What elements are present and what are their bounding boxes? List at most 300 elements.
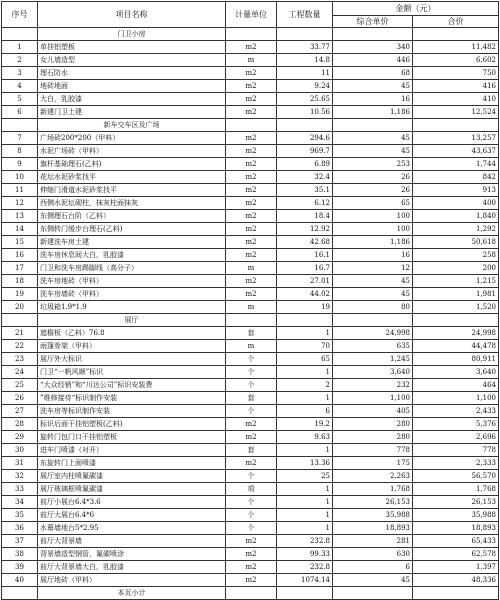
- row-unit: m2: [226, 535, 277, 548]
- row-unit-price: 281: [333, 535, 413, 548]
- row-unit-price: 405: [333, 405, 413, 418]
- row-no: 15: [2, 236, 38, 249]
- row-unit: m2: [226, 41, 277, 54]
- row-unit: m2: [226, 158, 277, 171]
- row-no: 9: [2, 158, 38, 171]
- row-name: 东旋转门上面喷漆: [38, 457, 226, 470]
- row-name: 展厅外大标识: [38, 353, 226, 366]
- row-qty: 2: [277, 379, 333, 392]
- table-row: [2, 54, 499, 67]
- row-qty: 65: [277, 353, 333, 366]
- row-total: 2,333: [413, 457, 499, 470]
- row-qty: 232.8: [277, 561, 333, 574]
- row-name: 旋转门包门口干挂铝塑板: [38, 431, 226, 444]
- table-row: [2, 210, 499, 223]
- table-row: [2, 561, 499, 574]
- row-no: 16: [2, 249, 38, 262]
- row-qty: 13.36: [277, 457, 333, 470]
- table-row: [2, 457, 499, 470]
- table-row: [2, 249, 499, 262]
- row-qty: 1: [277, 366, 333, 379]
- row-total: 400: [413, 197, 499, 210]
- row-unit-price: 2,263: [333, 470, 413, 483]
- row-name: 展厅室内柱喷氟碳漆: [38, 470, 226, 483]
- row-unit-price: 26: [333, 171, 413, 184]
- table-row: [2, 392, 499, 405]
- row-qty: 9.24: [277, 80, 333, 93]
- row-unit: m2: [226, 249, 277, 262]
- row-total: 750: [413, 67, 499, 80]
- row-no: 5: [2, 93, 38, 106]
- row-name: 水幕墙地台5*2.95: [38, 522, 226, 535]
- row-unit: 个: [226, 353, 277, 366]
- row-name: 旗杆基础理石(乙料): [38, 158, 226, 171]
- row-total: 62,578: [413, 548, 499, 561]
- section-empty-cell: [333, 314, 413, 327]
- row-unit: 套: [226, 327, 277, 340]
- row-no: 26: [2, 392, 38, 405]
- table-row: [2, 522, 499, 535]
- row-unit: m2: [226, 197, 277, 210]
- row-total: 200: [413, 262, 499, 275]
- row-name: 东侧转门缓步台理石(乙料): [38, 223, 226, 236]
- row-name: 洗车房休息间大白，乳胶漆: [38, 249, 226, 262]
- row-unit: m2: [226, 548, 277, 561]
- row-qty: 6.89: [277, 158, 333, 171]
- row-total: 43,637: [413, 145, 499, 158]
- row-unit-price: 45: [333, 288, 413, 301]
- table-row: [2, 418, 499, 431]
- section-no-cell: [2, 28, 38, 41]
- row-name: 理石防水: [38, 67, 226, 80]
- row-name: 前厅大背景墙大白，乳胶漆: [38, 561, 226, 574]
- section-empty-cell: [333, 28, 413, 41]
- table-row: [2, 444, 499, 457]
- row-unit-price: 16: [333, 249, 413, 262]
- row-total: 80,911: [413, 353, 499, 366]
- row-name: 前厅大展台6.4*6: [38, 509, 226, 522]
- section-row: [2, 119, 499, 132]
- row-unit: m: [226, 301, 277, 314]
- table-row: [2, 288, 499, 301]
- row-no: 31: [2, 457, 38, 470]
- row-no: 30: [2, 444, 38, 457]
- row-unit-price: 253: [333, 158, 413, 171]
- table-body: [2, 28, 499, 587]
- row-name: 门卫和洗车房踢脚线（高分子）: [38, 262, 226, 275]
- row-unit-price: 24,998: [333, 327, 413, 340]
- row-unit-price: 45: [333, 145, 413, 158]
- row-unit-price: 68: [333, 67, 413, 80]
- table-row: [2, 353, 499, 366]
- row-total: 1,768: [413, 483, 499, 496]
- row-no: 11: [2, 184, 38, 197]
- row-unit-price: 80: [333, 301, 413, 314]
- row-name: 雨篷骨架（甲料）: [38, 340, 226, 353]
- row-qty: 44.02: [277, 288, 333, 301]
- table-row: [2, 41, 499, 54]
- row-total: 913: [413, 184, 499, 197]
- row-qty: 10.56: [277, 106, 333, 119]
- row-unit: m2: [226, 418, 277, 431]
- section-empty-cell: [226, 314, 277, 327]
- row-unit: m: [226, 262, 277, 275]
- row-name: 展厅地砖（甲料）: [38, 574, 226, 587]
- table-row: [2, 236, 499, 249]
- row-name: 洗车房墙砖（甲料）: [38, 288, 226, 301]
- row-name: 前厅小展台6.4*3.6: [38, 496, 226, 509]
- row-name: ”维修接待“标识制作安装: [38, 392, 226, 405]
- row-qty: 33.77: [277, 41, 333, 54]
- table-row: [2, 470, 499, 483]
- row-qty: 18.4: [277, 210, 333, 223]
- section-title: 展厅: [38, 314, 226, 327]
- row-name: 新建门卫土建: [38, 106, 226, 119]
- row-unit-price: 12: [333, 262, 413, 275]
- row-total: 1,840: [413, 210, 499, 223]
- row-qty: 6: [277, 405, 333, 418]
- row-no: 22: [2, 340, 38, 353]
- quotation-table: [1, 1, 499, 600]
- row-qty: 35.1: [277, 184, 333, 197]
- row-unit: m2: [226, 106, 277, 119]
- row-name: 洗车房地砖（甲料）: [38, 275, 226, 288]
- row-no: 14: [2, 223, 38, 236]
- row-total: 416: [413, 80, 499, 93]
- row-unit: m2: [226, 288, 277, 301]
- table-row: [2, 145, 499, 158]
- row-no: 27: [2, 405, 38, 418]
- table-row: [2, 80, 499, 93]
- row-unit: m2: [226, 80, 277, 93]
- table-row: [2, 366, 499, 379]
- row-unit-price: 778: [333, 444, 413, 457]
- row-no: 40: [2, 574, 38, 587]
- section-empty-cell: [413, 28, 499, 41]
- table-row: [2, 379, 499, 392]
- row-total: 1,215: [413, 275, 499, 288]
- row-qty: 70: [277, 340, 333, 353]
- table-row: [2, 197, 499, 210]
- row-unit-price: 232: [333, 379, 413, 392]
- subtotal-row: [2, 587, 499, 600]
- row-name: 展厅玻璃框喷氟碳漆: [38, 483, 226, 496]
- row-unit: m2: [226, 93, 277, 106]
- table-row: [2, 405, 499, 418]
- row-unit: m2: [226, 67, 277, 80]
- row-total: 464: [413, 379, 499, 392]
- row-no: 23: [2, 353, 38, 366]
- row-no: 12: [2, 197, 38, 210]
- row-no: 19: [2, 288, 38, 301]
- row-unit: m2: [226, 431, 277, 444]
- row-qty: 9.63: [277, 431, 333, 444]
- row-unit-price: 45: [333, 574, 413, 587]
- table-row: [2, 327, 499, 340]
- row-unit: 个: [226, 522, 277, 535]
- row-unit-price: 280: [333, 418, 413, 431]
- row-unit-price: 26: [333, 184, 413, 197]
- table-row: [2, 548, 499, 561]
- row-qty: 1: [277, 327, 333, 340]
- row-name: 伸缩门滑道水泥砂浆找平: [38, 184, 226, 197]
- table-row: [2, 340, 499, 353]
- header-qty: 工程数量: [277, 2, 333, 28]
- row-unit: 项: [226, 483, 277, 496]
- table-row: [2, 132, 499, 145]
- row-total: 24,998: [413, 327, 499, 340]
- section-no-cell: [2, 119, 38, 132]
- row-name: 广场砖200*200（甲料）: [38, 132, 226, 145]
- row-no: 20: [2, 301, 38, 314]
- section-empty-cell: [413, 119, 499, 132]
- row-total: 842: [413, 171, 499, 184]
- row-unit: m2: [226, 574, 277, 587]
- row-unit-price: 100: [333, 210, 413, 223]
- table-row: [2, 223, 499, 236]
- row-total: 1,100: [413, 392, 499, 405]
- row-unit: m2: [226, 171, 277, 184]
- row-qty: 99.33: [277, 548, 333, 561]
- table-row: [2, 496, 499, 509]
- row-no: 4: [2, 80, 38, 93]
- row-no: 6: [2, 106, 38, 119]
- row-unit-price: 1,768: [333, 483, 413, 496]
- row-total: 3,640: [413, 366, 499, 379]
- row-unit: m2: [226, 275, 277, 288]
- row-no: 1: [2, 41, 38, 54]
- row-unit: 个: [226, 470, 277, 483]
- row-total: 48,336: [413, 574, 499, 587]
- row-unit-price: 280: [333, 431, 413, 444]
- row-total: 18,893: [413, 522, 499, 535]
- row-qty: 1: [277, 522, 333, 535]
- row-unit: m2: [226, 223, 277, 236]
- row-unit: 个: [226, 379, 277, 392]
- table-row: [2, 301, 499, 314]
- row-no: 33: [2, 483, 38, 496]
- row-name: 门卫“一帆风顺”标识: [38, 366, 226, 379]
- row-total: 258: [413, 249, 499, 262]
- row-name: 水泥广场砖（甲料）: [38, 145, 226, 158]
- row-no: 10: [2, 171, 38, 184]
- row-no: 17: [2, 262, 38, 275]
- row-no: 38: [2, 548, 38, 561]
- section-empty-cell: [277, 314, 333, 327]
- row-unit: 套: [226, 392, 277, 405]
- header-unit: 计量单位: [226, 2, 277, 28]
- row-qty: 25: [277, 470, 333, 483]
- row-unit-price: 340: [333, 41, 413, 54]
- row-total: 50,618: [413, 236, 499, 249]
- section-empty-cell: [226, 119, 277, 132]
- row-unit: m2: [226, 457, 277, 470]
- row-total: 6,602: [413, 54, 499, 67]
- row-qty: 25.65: [277, 93, 333, 106]
- row-no: 3: [2, 67, 38, 80]
- row-unit: m: [226, 340, 277, 353]
- row-qty: 1: [277, 392, 333, 405]
- row-name: 大白，乳胶漆: [38, 93, 226, 106]
- row-no: 28: [2, 418, 38, 431]
- table-row: [2, 171, 499, 184]
- row-unit: m2: [226, 184, 277, 197]
- row-total: 1,744: [413, 158, 499, 171]
- row-no: 36: [2, 522, 38, 535]
- row-no: 25: [2, 379, 38, 392]
- table-header: [2, 2, 499, 28]
- section-row: [2, 314, 499, 327]
- header-total: 合价: [413, 16, 499, 28]
- subtotal-label: 本页小计: [38, 587, 226, 600]
- row-unit-price: 18,893: [333, 522, 413, 535]
- row-qty: 1: [277, 444, 333, 457]
- row-no: 34: [2, 496, 38, 509]
- header-no: 序号: [2, 2, 38, 28]
- row-unit: m: [226, 54, 277, 67]
- row-no: 35: [2, 509, 38, 522]
- section-row: [2, 28, 499, 41]
- row-unit-price: 45: [333, 132, 413, 145]
- row-no: 8: [2, 145, 38, 158]
- section-empty-cell: [413, 314, 499, 327]
- row-qty: 1: [277, 509, 333, 522]
- row-unit-price: 635: [333, 340, 413, 353]
- row-total: 1,520: [413, 301, 499, 314]
- row-qty: 19: [277, 301, 333, 314]
- row-total: 56,570: [413, 470, 499, 483]
- row-unit-price: 35,988: [333, 509, 413, 522]
- row-name: 标识后面干挂铝塑板(乙料): [38, 418, 226, 431]
- row-unit: 个: [226, 496, 277, 509]
- row-total: 2,433: [413, 405, 499, 418]
- row-name: 遮檐板（乙料）76.8: [38, 327, 226, 340]
- header-name: 项目名称: [38, 2, 226, 28]
- row-no: 18: [2, 275, 38, 288]
- row-qty: 32.4: [277, 171, 333, 184]
- row-name: 进车门喷漆（对开）: [38, 444, 226, 457]
- row-qty: 1074.14: [277, 574, 333, 587]
- row-no: 2: [2, 54, 38, 67]
- row-qty: 16.1: [277, 249, 333, 262]
- row-total: 13,257: [413, 132, 499, 145]
- row-name: 东侧理石台阶（乙料）: [38, 210, 226, 223]
- table-row: [2, 106, 499, 119]
- row-unit-price: 630: [333, 548, 413, 561]
- table-row: [2, 67, 499, 80]
- row-no: 39: [2, 561, 38, 574]
- row-unit-price: 65: [333, 197, 413, 210]
- row-qty: 1: [277, 483, 333, 496]
- row-unit: m2: [226, 236, 277, 249]
- section-empty-cell: [226, 28, 277, 41]
- row-total: 778: [413, 444, 499, 457]
- row-total: 1,981: [413, 288, 499, 301]
- row-unit-price: 45: [333, 80, 413, 93]
- row-total: 35,988: [413, 509, 499, 522]
- table-row: [2, 262, 499, 275]
- row-qty: 27.01: [277, 275, 333, 288]
- row-qty: 42.68: [277, 236, 333, 249]
- row-unit: 个: [226, 509, 277, 522]
- row-unit-price: 175: [333, 457, 413, 470]
- row-name: 前厅大背景墙: [38, 535, 226, 548]
- row-qty: 19.2: [277, 418, 333, 431]
- table-row: [2, 275, 499, 288]
- row-unit: 套: [226, 444, 277, 457]
- row-no: 32: [2, 470, 38, 483]
- row-unit-price: 3,640: [333, 366, 413, 379]
- row-unit: m2: [226, 145, 277, 158]
- row-unit: 个: [226, 405, 277, 418]
- row-no: 7: [2, 132, 38, 145]
- row-unit: m2: [226, 132, 277, 145]
- section-empty-cell: [277, 119, 333, 132]
- row-qty: 1: [277, 496, 333, 509]
- row-total: 12,524: [413, 106, 499, 119]
- row-name: 地砖地面: [38, 80, 226, 93]
- row-qty: 11: [277, 67, 333, 80]
- section-no-cell: [2, 314, 38, 327]
- row-name: 女儿墙造型: [38, 54, 226, 67]
- header-unit-price: 综合单价: [333, 16, 413, 28]
- section-title: 门卫小房: [38, 28, 226, 41]
- row-total: 65,433: [413, 535, 499, 548]
- table-row: [2, 574, 499, 587]
- row-unit-price: 1,186: [333, 106, 413, 119]
- section-empty-cell: [333, 119, 413, 132]
- row-total: 5,376: [413, 418, 499, 431]
- row-qty: 6.12: [277, 197, 333, 210]
- row-total: 26,153: [413, 496, 499, 509]
- row-unit-price: 1,186: [333, 236, 413, 249]
- row-unit: m2: [226, 561, 277, 574]
- table-row: [2, 93, 499, 106]
- row-name: 西侧水泥坛砌柱，抹灰柱面抹灰: [38, 197, 226, 210]
- row-no: 37: [2, 535, 38, 548]
- row-qty: 12.92: [277, 223, 333, 236]
- row-unit-price: 26,153: [333, 496, 413, 509]
- row-unit-price: 1,245: [333, 353, 413, 366]
- row-name: 垃圾箱1.9*1.9: [38, 301, 226, 314]
- row-qty: 16.7: [277, 262, 333, 275]
- row-qty: 294.6: [277, 132, 333, 145]
- row-name: 单挂铝塑板: [38, 41, 226, 54]
- row-unit-price: 1,100: [333, 392, 413, 405]
- row-name: 洗车房等标识制作安装: [38, 405, 226, 418]
- row-unit-price: 16: [333, 93, 413, 106]
- table-row: [2, 483, 499, 496]
- section-empty-cell: [277, 28, 333, 41]
- row-no: 29: [2, 431, 38, 444]
- row-unit: m2: [226, 210, 277, 223]
- row-unit: 个: [226, 366, 277, 379]
- row-no: 13: [2, 210, 38, 223]
- row-no: 24: [2, 366, 38, 379]
- row-no: 21: [2, 327, 38, 340]
- row-name: 新建洗车房土建: [38, 236, 226, 249]
- row-total: 1,292: [413, 223, 499, 236]
- table-row: [2, 535, 499, 548]
- row-total: 2,696: [413, 431, 499, 444]
- row-unit-price: 45: [333, 275, 413, 288]
- row-qty: 14.8: [277, 54, 333, 67]
- row-name: “大众经销”和“川达公司”标识安装费: [38, 379, 226, 392]
- header-amount: 金额（元）: [333, 2, 499, 16]
- row-total: 410: [413, 93, 499, 106]
- table-row: [2, 158, 499, 171]
- table-row: [2, 431, 499, 444]
